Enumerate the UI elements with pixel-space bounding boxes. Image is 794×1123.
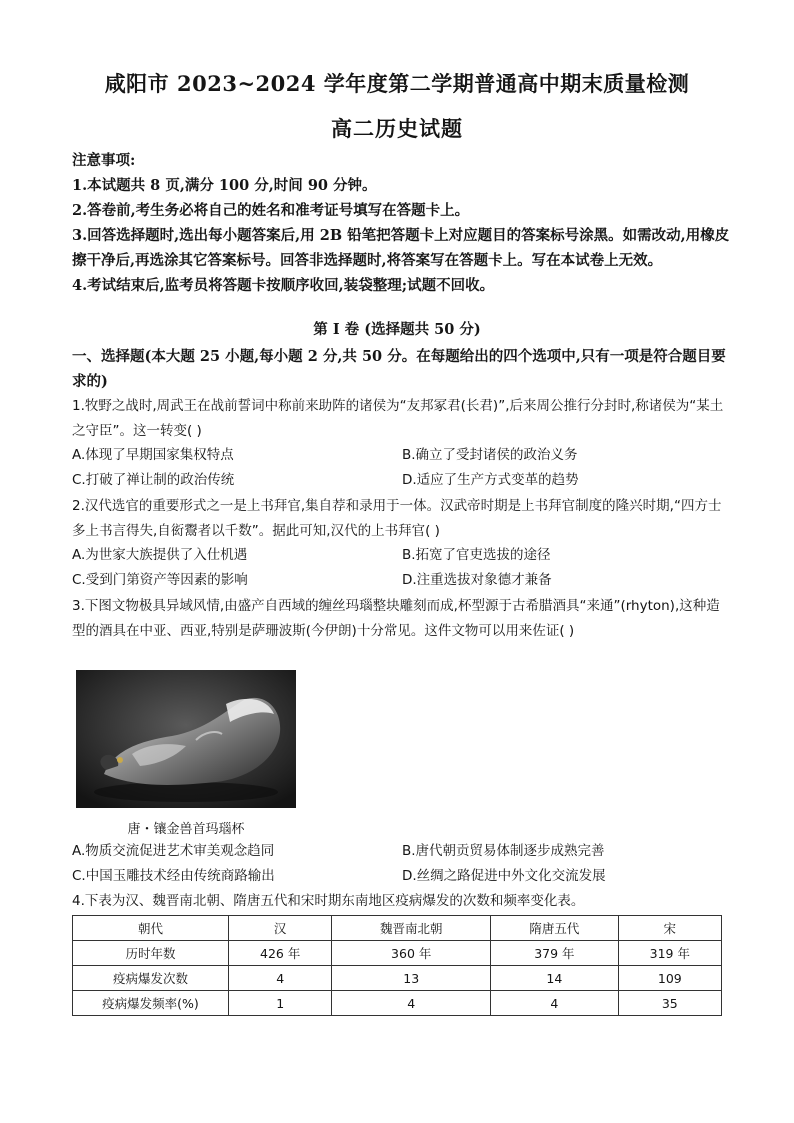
table-header-row <box>73 916 722 941</box>
question-3-stem: 3.下图文物极具异域风情,由盛产自西域的缠丝玛瑙整块雕刻而成,杯型源于古希腊酒具“来通”(rhyton),这种造型的酒具在中亚、西亚,特别是萨珊波斯(今伊朗)十分常见。这件文物可以用来佐证( ) <box>72 598 720 639</box>
option-c: C.中国玉雕技术经由传统商路输出 <box>72 868 275 884</box>
table-cell: 疫病爆发频率(%) <box>73 991 229 1016</box>
table-row <box>73 941 722 966</box>
option-a: A.为世家大族提供了入仕机遇 <box>72 547 248 563</box>
table-cell: 4 <box>332 991 491 1016</box>
table-cell: 4 <box>491 991 619 1016</box>
epidemic-table <box>72 915 722 1016</box>
table-cell: 35 <box>618 991 721 1016</box>
part-title: 第 I 卷 (选择题共 50 分) <box>313 321 481 338</box>
table-cell: 14 <box>491 966 619 991</box>
agate-cup-photo <box>76 670 296 808</box>
table-cell: 4 <box>229 966 332 991</box>
notes-block <box>72 148 732 298</box>
photo-caption: 唐・镶金兽首玛瑙杯 <box>127 822 245 837</box>
table-row <box>73 966 722 991</box>
question-4-stem: 4.下表为汉、魏晋南北朝、隋唐五代和宋时期东南地区疫病爆发的次数和频率变化表。 <box>72 893 585 909</box>
table-cell: 历时年数 <box>73 941 229 966</box>
note-item: 3.回答选择题时,选出每小题答案后,用 2B 铅笔把答题卡上对应题目的答案标号涂黑。如需改动,用橡皮擦干净后,再选涂其它答案标号。回答非选择题时,将答案写在答题卡上。写在本试卷上无效。 <box>72 227 730 269</box>
option-d: D.注重选拔对象德才兼备 <box>402 572 552 588</box>
question-3-options <box>72 839 732 889</box>
option-a: A.物质交流促进艺术审美观念趋同 <box>72 843 275 859</box>
agate-cup-illustration <box>76 670 296 808</box>
table-header-cell: 汉 <box>229 916 332 941</box>
table-cell: 426 年 <box>229 941 332 966</box>
table-header-cell: 朝代 <box>73 916 229 941</box>
note-item: 4.考试结束后,监考员将答题卡按顺序收回,装袋整理;试题不回收。 <box>72 277 495 294</box>
option-b: B.拓宽了官吏选拔的途径 <box>402 547 551 563</box>
option-b: B.确立了受封诸侯的政治义务 <box>402 447 578 463</box>
question-2-options <box>72 543 732 593</box>
option-a: A.体现了早期国家集权特点 <box>72 447 234 463</box>
option-b: B.唐代朝贡贸易体制逐步成熟完善 <box>402 843 605 859</box>
note-item: 2.答卷前,考生务必将自己的姓名和准考证号填写在答题卡上。 <box>72 202 470 219</box>
table-cell: 109 <box>618 966 721 991</box>
exam-title: 咸阳市 2023~2024 学年度第二学期普通高中期末质量检测 <box>104 71 690 96</box>
table-cell: 13 <box>332 966 491 991</box>
table-cell: 1 <box>229 991 332 1016</box>
table-header-cell: 隋唐五代 <box>491 916 619 941</box>
table-cell: 360 年 <box>332 941 491 966</box>
table-cell: 319 年 <box>618 941 721 966</box>
table-cell: 疫病爆发次数 <box>73 966 229 991</box>
section-heading: 一、选择题(本大题 25 小题,每小题 2 分,共 50 分。在每题给出的四个选项中,只有一项是符合题目要求的) <box>72 348 726 390</box>
table-cell: 379 年 <box>491 941 619 966</box>
question-2-stem: 2.汉代选官的重要形式之一是上书拜官,集自荐和录用于一体。汉武帝时期是上书拜官制度的隆兴时期,“四方士多上书言得失,自衒鬻者以千数”。据此可知,汉代的上书拜官( ) <box>72 498 722 539</box>
question-1-options <box>72 443 732 493</box>
question-1-stem: 1.牧野之战时,周武王在战前誓词中称前来助阵的诸侯为“友邦冢君(长君)”,后来周公推行分封时,称诸侯为“某土之守臣”。这一转变( ) <box>72 398 724 439</box>
option-d: D.适应了生产方式变革的趋势 <box>402 472 579 488</box>
option-c: C.受到门第资产等因素的影响 <box>72 572 248 588</box>
note-item: 1.本试题共 8 页,满分 100 分,时间 90 分钟。 <box>72 177 377 194</box>
table-row <box>73 991 722 1016</box>
exam-subtitle: 高二历史试题 <box>331 116 463 141</box>
option-c: C.打破了禅让制的政治传统 <box>72 472 235 488</box>
table-header-cell: 宋 <box>618 916 721 941</box>
table-header-cell: 魏晋南北朝 <box>332 916 491 941</box>
notes-heading: 注意事项: <box>72 152 136 169</box>
option-d: D.丝绸之路促进中外文化交流发展 <box>402 868 606 884</box>
